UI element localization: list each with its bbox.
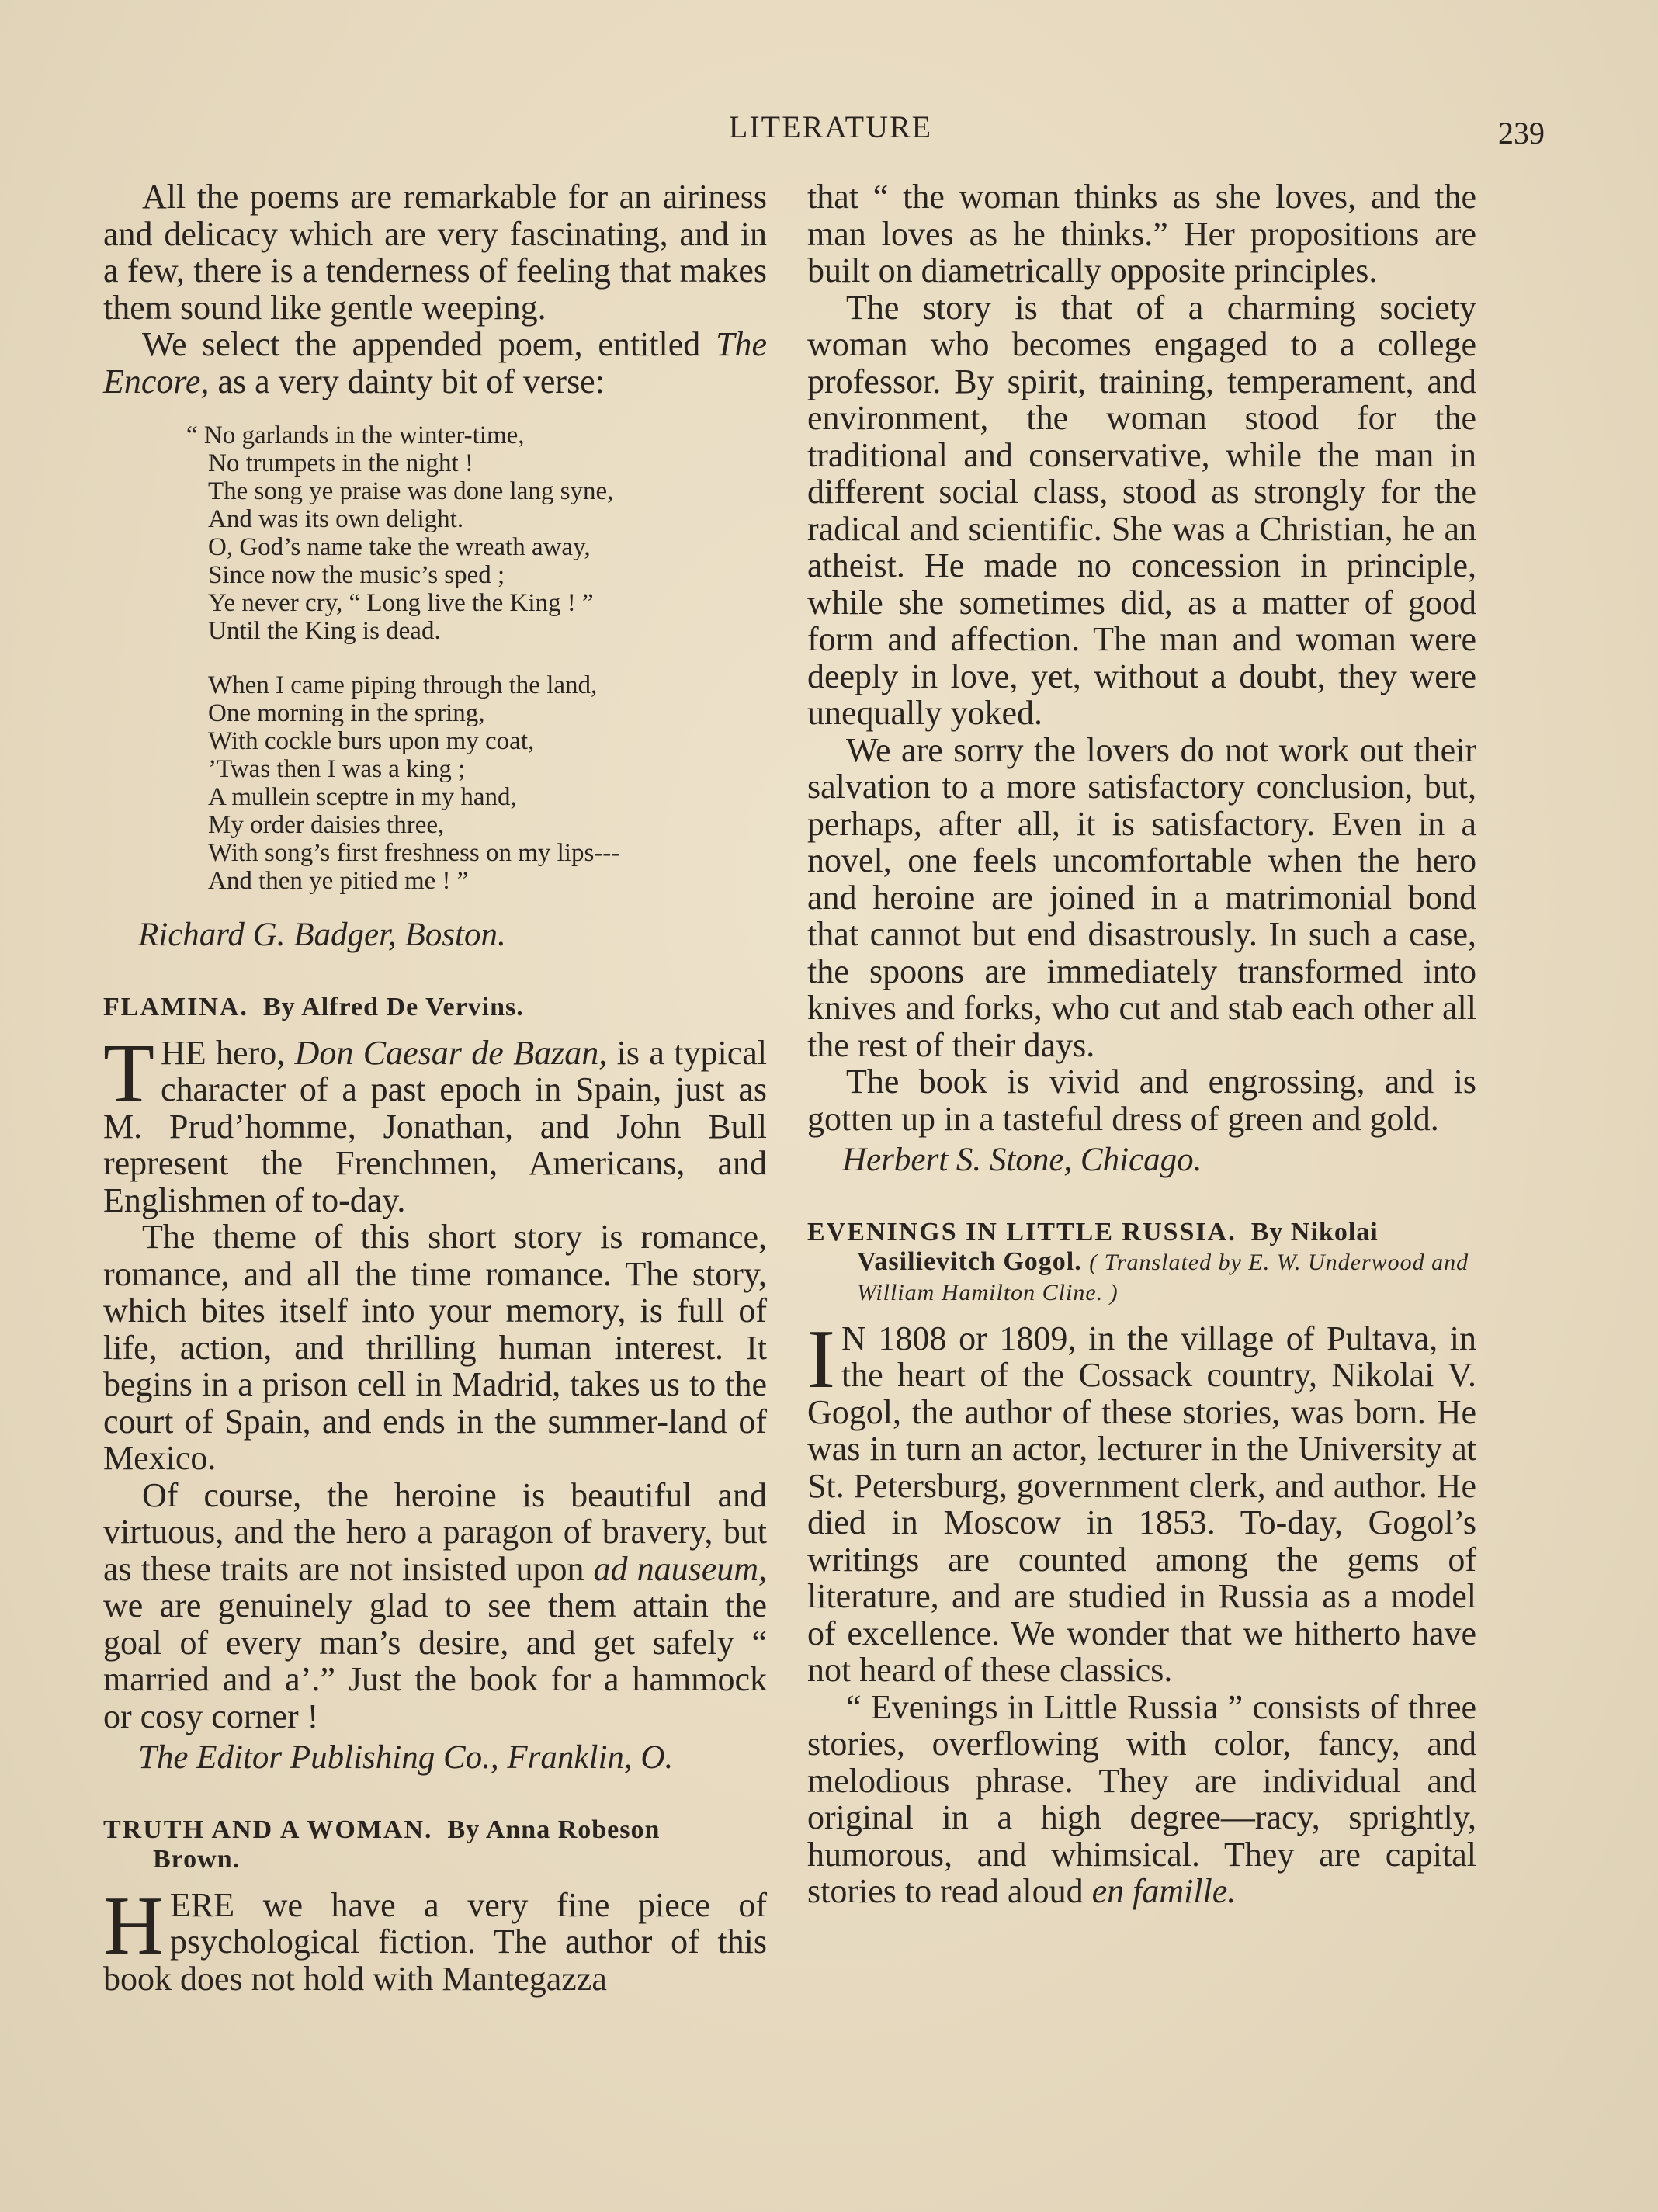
review-paragraph: Of course, the heroine is beautiful and virtuous, and the hero a paragon of bravery, but as these traits are not insisted upon ad nauseum, we are genuinely glad to see them attain the goal of every man’s desire, and get safely “ married and a’.” Just the book for a hammock or cosy corner ! [103,1475,767,1735]
review-paragraph: I N 1808 or 1809, in the village of Pultava, in the heart of the Cossack country, Nikolai V. Gogol, the author of these stories, was born. He was in turn an actor, lecturer in the University at St. Petersburg, government clerk, and author. He died in Moscow in 1853. To-day, Gogol’s writings are counted among the gems of literature, and are studied in Russia as a model of excellence. We wonder that we hitherto have not heard of these classics. [807,1312,1476,1689]
translator-credit: ( Translated by E. W. Underwood and William Hamilton Cline. ) [857,1249,1469,1305]
page-number: 239 [1498,116,1545,151]
poem-line: My order daisies three, [208,811,445,839]
review-paragraph: HERE we have a very fine piece of psychological fiction. The author of this book does not hold with Mantegazza [103,1879,767,1998]
publisher-credit: The Editor Publishing Co., Franklin, O. [138,1739,674,1776]
right-column [807,179,1476,1910]
review-byline: By Alfred De Vervins. [262,992,524,1021]
review-paragraph: The book is vivid and engrossing, and is gotten up in a tasteful dress of green and gold. [807,1063,1476,1138]
intro-paragraph: All the poems are remarkable for an airiness and delicacy which are very fascinating, and in a few, there is a tenderness of feeling that makes them sound like gentle weeping. [103,178,767,327]
poem-line: One morning in the spring, [208,699,485,727]
poem-line: With cockle burs upon my coat, [208,727,535,755]
italic-title: Don Caesar de Bazan, [294,1033,608,1072]
review-byline: Vasilievitch Gogol. [857,1246,1082,1276]
publisher-credit: Herbert S. Stone, Chicago. [842,1142,1202,1178]
poem-stanza [208,671,767,895]
italic-phrase: ad nauseum, [593,1549,767,1588]
review-paragraph: The story is that of a charming society woman who becomes engaged to a college professor. By spirit, training, temperament, and environment, the woman stood for the traditional and conservative, while the man in different social class, stood as strongly for the radical and scientific. She was a Christian, he an atheist. He made no concession in principle, while she sometimes did, as a matter of good form and affection. The man and woman were deeply in love, yet, without a doubt, they were unequally yoked. [807,288,1476,732]
publisher-credit: Richard G. Badger, Boston. [138,917,506,953]
review-paragraph: We are sorry the lovers do not work out their salvation to a more satisfactory conclusion, but, perhaps, after all, it is satisfactory. Even in a novel, one feels uncomfortable when the hero and heroine are joined in a matrimonial bond that cannot but end disastrously. In such a case, the spoons are immediately transformed into knives and forks, who cut and stab each other all the rest of their days. [807,730,1476,1064]
review-title: EVENINGS IN LITTLE RUSSIA. [807,1217,1237,1246]
review-paragraph: “ Evenings in Little Russia ” consists of three stories, overflowing with color, fancy, and melodious phrase. They are individual and original in a high degree—racy, sprightly, humorous, and whimsical. They are capital stories to read aloud en famille. [807,1687,1476,1910]
intro-paragraph: We select the appended poem, entitled The Encore, as a very dainty bit of verse: [103,325,768,400]
review-heading [103,993,767,1022]
poem-line: Ye never cry, “ Long live the King ! ” [208,589,594,617]
left-column [103,179,767,1997]
review-paragraph: that “ the woman thinks as she loves, and the man loves as he thinks.” Her propositions are built on diametrically opposite principles. [807,178,1476,290]
poem-line: And was its own delight. [208,505,464,533]
italic-phrase: en famille. [1091,1872,1237,1910]
running-head: LITERATURE [728,109,933,144]
poem-line: And then ye pitied me ! ” [208,867,469,895]
review-byline: By Anna Robeson [447,1815,661,1844]
poem-line: With song’s first freshness on my lips--- [208,839,620,867]
poem [186,421,767,895]
poem-line: No trumpets in the night ! [208,449,473,477]
drop-cap: I [807,1312,835,1406]
poem-line: “ No garlands in the winter-time, [186,421,525,449]
poem-stanza [186,421,767,645]
review-heading [807,1218,1476,1308]
poem-line: ’Twas then I was a king ; [208,755,466,783]
review-byline: By Nikolai [1250,1217,1379,1246]
drop-cap: H [103,1879,164,1972]
poem-line: The song ye praise was done lang syne, [208,477,614,505]
poem-line: A mullein sceptre in my hand, [208,783,517,811]
poem-line: Since now the music’s sped ; [208,561,505,589]
poem-title: The Encore, [103,325,768,400]
review-title: FLAMINA. [103,992,248,1021]
drop-cap: T [103,1027,154,1120]
review-byline: Brown. [153,1844,241,1874]
review-paragraph: THE hero, Don Caesar de Bazan, is a typical character of a past epoch in Spain, just as M. Prud’homme, Jonathan, and John Bull represent the Frenchmen, Americans, and Englishmen of to-day. [103,1027,767,1219]
poem-line: When I came piping through the land, [208,671,598,699]
review-paragraph: The theme of this short story is romance, romance, and all the time romance. The story, which bites itself into your memory, is full of life, action, and thrilling human interest. It begins in a prison cell in Madrid, takes us to the court of Spain, and ends in the summer-land of Mexico. [103,1218,767,1477]
review-title: TRUTH AND A WOMAN. [103,1815,433,1844]
review-heading [103,1815,767,1874]
poem-line: O, God’s name take the wreath away, [208,533,591,561]
poem-line: Until the King is dead. [208,617,441,645]
